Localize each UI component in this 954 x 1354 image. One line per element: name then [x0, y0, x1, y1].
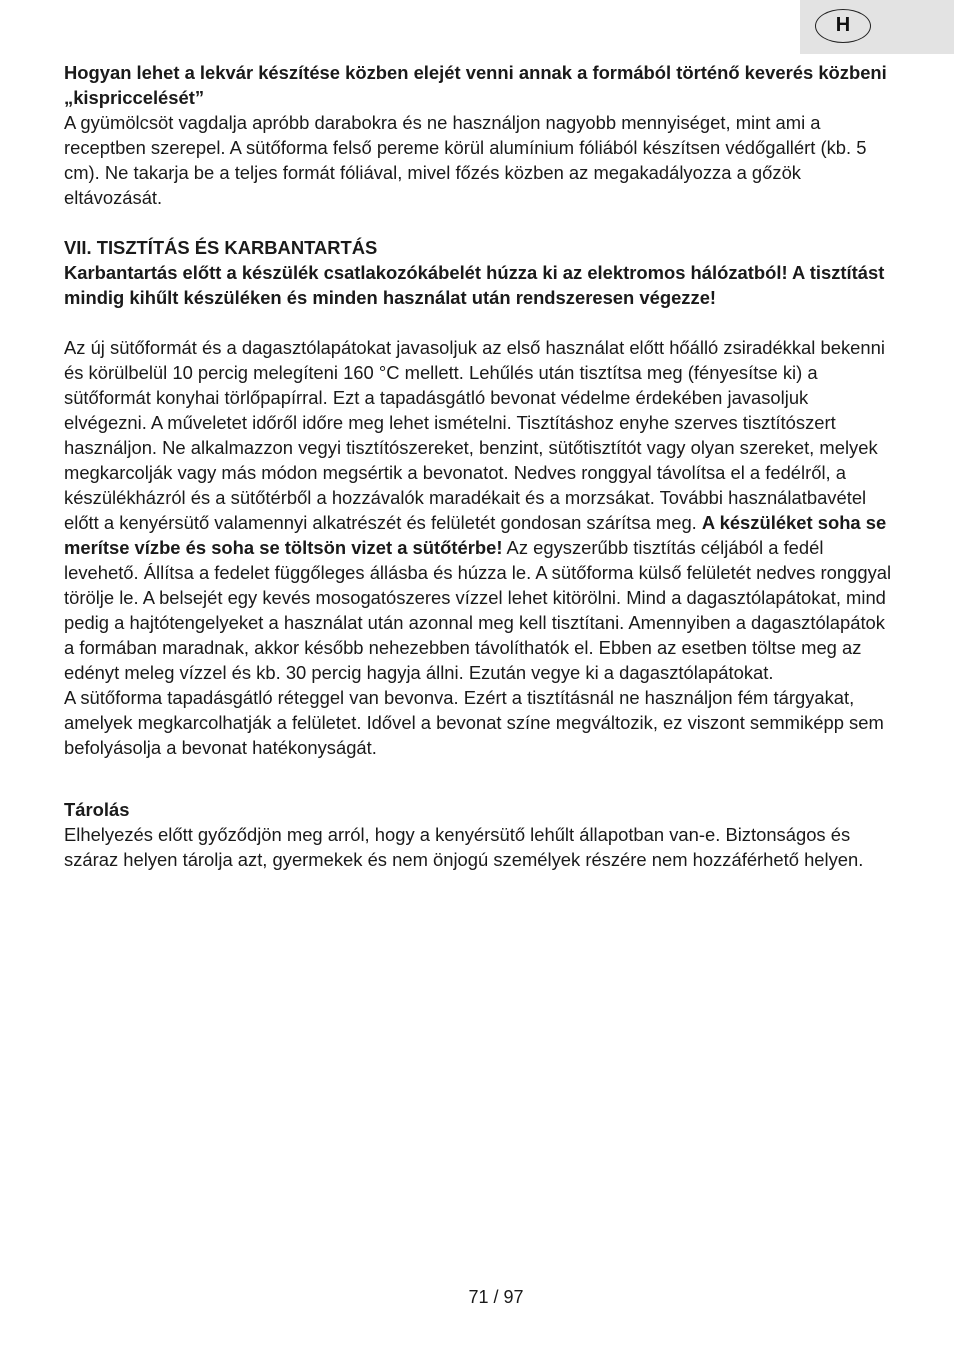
storage-body: Elhelyezés előtt győződjön meg arról, hogy a kenyérsütő lehűlt állapotban van-e. Biztonságos és száraz helyen tárolja azt, gyermekek és nem önjogú személyek részére nem hozzáférhető helyen.	[64, 824, 864, 870]
language-tab	[800, 0, 954, 54]
language-badge: H	[815, 9, 871, 43]
cleaning-body-part1: Az új sütőformát és a dagasztólapátokat javasoljuk az első használat előtt hőálló zsiradékkal bekenni és körülbelül 10 percig melegíteni 160 °C mellett. Lehűlés után tisztítsa meg (fényesítse ki) a sütőformát konyhai törlőpapírral. Ezt a tapadásgátló bevonat védelme érdekében javasoljuk elvégezni. A műveletet időről időre meg lehet ismételni. Tisztításhoz enyhe szerves tisztítószert használjon. Ne alkalmazzon vegyi tisztítószereket, benzint, sütőtisztítót vagy olyan szereket, melyek megkarcolják vagy más módon megsértik a bevonatot. Nedves ronggyal távolítsa el a fedélről, a készülékházról és a sütőtérből a hozzávalók maradékait és a morzsákat. További használatbavétel előtt a kenyérsütő valamennyi alkatrészét és felületét gondosan szárítsa meg.	[64, 337, 885, 533]
cleaning-heading: VII. TISZTÍTÁS ÉS KARBANTARTÁS	[64, 237, 378, 258]
tip-body: A gyümölcsöt vagdalja apróbb darabokra és ne használjon nagyobb mennyiséget, mint ami a receptben szerepel. A sütőforma felső pereme körül alumínium fóliából készítsen védőgallért (kb. 5 cm). Ne takarja be a teljes formát fóliával, mivel főzés közben az megakadályozza a gőzök eltávozását.	[64, 112, 867, 208]
page-number: 71 / 97	[468, 1287, 524, 1307]
tip-title: Hogyan lehet a lekvár készítése közben elejét venni annak a formából történő keverés közbeni „kispriccelését”	[64, 62, 887, 108]
document-body	[64, 60, 894, 872]
cleaning-warning: Karbantartás előtt a készülék csatlakozókábelét húzza ki az elektromos hálózatból! A tisztítást mindig kihűlt készüléken és minden használat után rendszeresen végezze!	[64, 262, 885, 308]
cleaning-body	[64, 335, 894, 685]
coating-paragraph: A sütőforma tapadásgátló réteggel van bevonva. Ezért a tisztításnál ne használjon fém tárgyakat, amelyek megkarcolhatják a felületet. Idővel a bevonat színe megváltozik, ez viszont semmiképp sem befolyásolja a bevonat hatékonyságát.	[64, 687, 884, 758]
cleaning-body-part2: Az egyszerűbb tisztítás céljából a fedél levehető. Állítsa a fedelet függőleges állásba és húzza le. A sütőforma külső felületét nedves ronggyal törölje le. A belsejét egy kevés mosogatószeres vízzel lehet kitörölni. Mind a dagasztólapátokat, mind pedig a hajtótengelyeket a használat után azonnal meg kell tisztítani. Amennyiben a dagasztólapátok a formában maradnak, akkor később nehezebben távolíthatók el. Ebben az esetben töltse meg az edényt meleg vízzel és kb. 30 percig hagyja állni. Ezután vegye ki a dagasztólapátokat.	[64, 537, 892, 683]
cleaning-body-warning: A készüléket soha se merítse vízbe és soha se töltsön vizet a sütőtérbe!	[64, 512, 887, 558]
storage-heading: Tárolás	[64, 799, 130, 820]
